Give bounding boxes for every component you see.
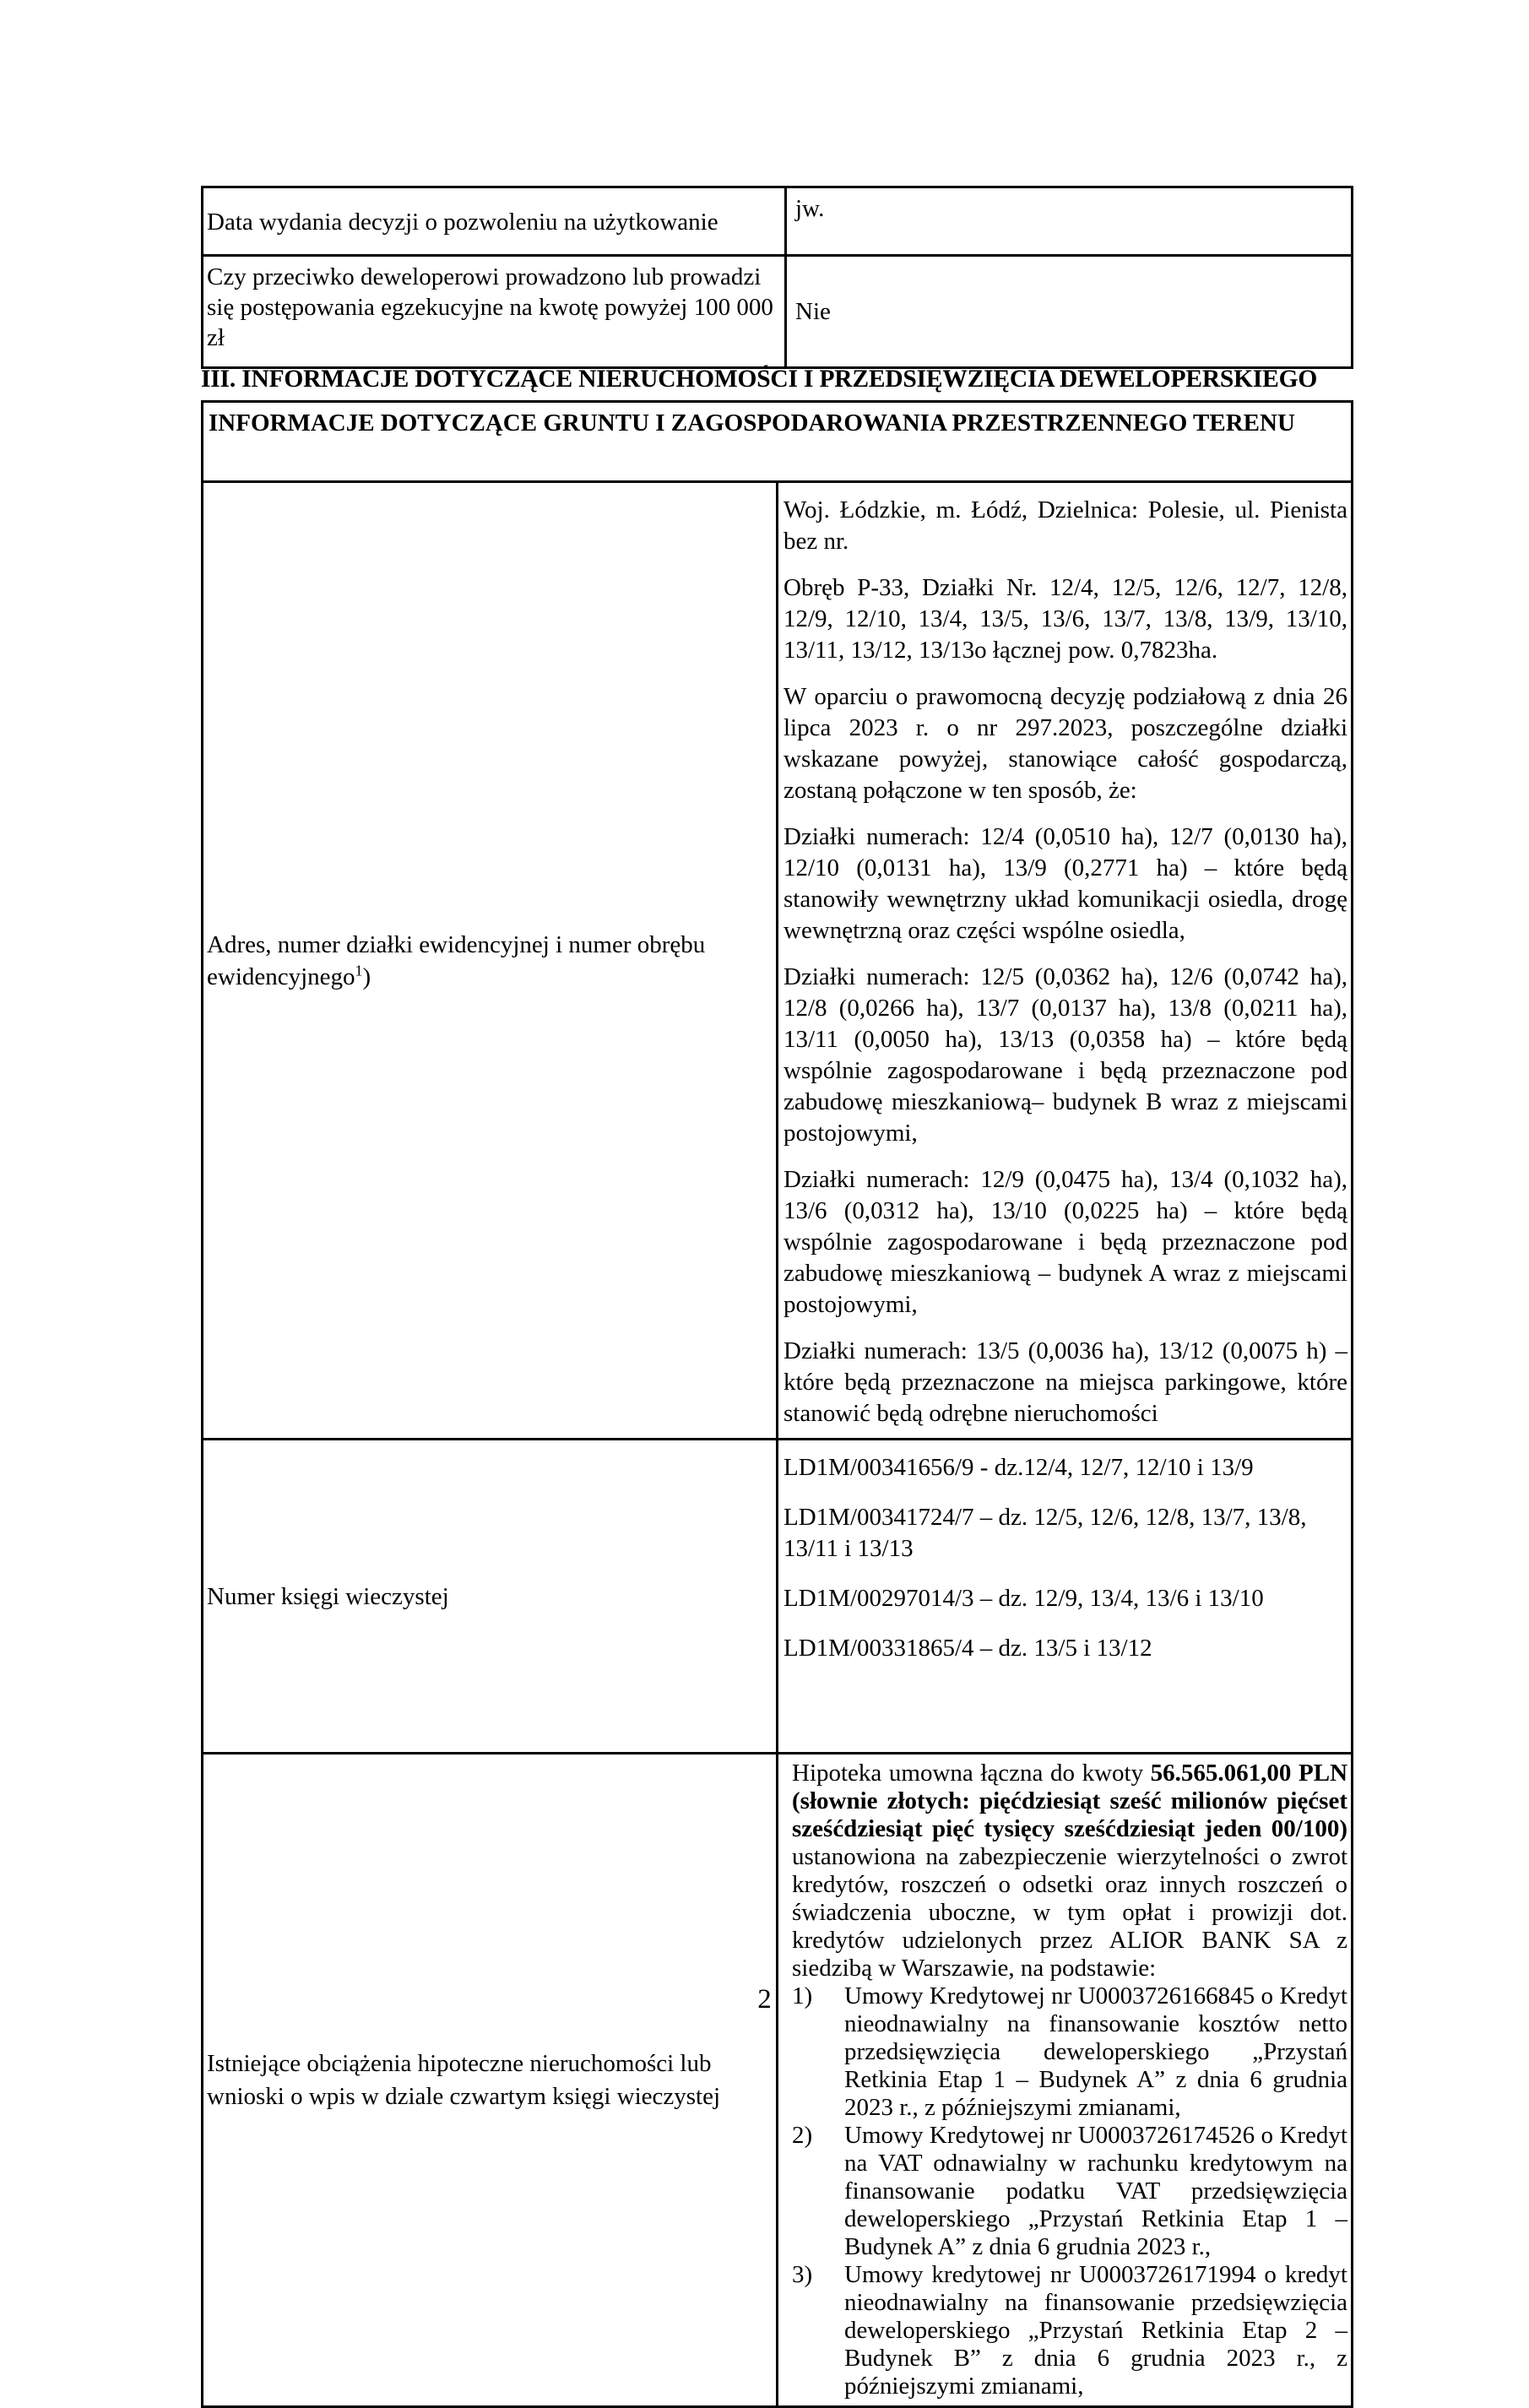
mortgage-intro-suffix: ustanowiona na zabezpieczenie wierzytelności o zwrot kredytów, roszczeń o odsetki oraz innych roszczeń o świadczenia uboczne, w tym opłat i prowizji dot. kredytów udzielonych przez ALIOR BANK SA z siedzibą w Warszawie, na podstawie:	[792, 1843, 1347, 1982]
mortgage-amount: 56.565.061,00 PLN (słownie złotych: pięćdziesiąt sześć milionów pięćset sześćdziesiąt pięć tysięcy sześćdziesiąt jeden 00/100)	[792, 1760, 1348, 1842]
land-table-header: INFORMACJE DOTYCZĄCE GRUNTU I ZAGOSPODAROWANIA PRZESTRZENNEGO TERENU	[203, 402, 1353, 482]
list-item-text: Umowy kredytowej nr U0003726171994 o kredyt nieodnawialny na finansowanie przedsięwzięcia deweloperskiego „Przystań Retkinia Etap 2 – Budynek B” z dnia 6 grudnia 2023 r., z późniejszymi zmianami,	[844, 2261, 1347, 2400]
list-item	[792, 2261, 1347, 2400]
address-paragraph: Działki numerach: 12/9 (0,0475 ha), 13/4 (0,1032 ha), 13/6 (0,0312 ha), 13/10 (0,0225 ha) – które będą wspólnie zagospodarowane i będą przeznaczone pod zabudowę mieszkaniową – budynek A wraz z miejscami postojowymi,	[783, 1166, 1347, 1318]
footnote-ref: 1	[355, 961, 363, 979]
address-paragraph: Działki numerach: 13/5 (0,0036 ha), 13/12 (0,0075 h) – które będą przeznaczone na miejsca parkingowe, które stanowić będą odrębne nieruchomości	[783, 1337, 1347, 1427]
land-register-content	[778, 1440, 1353, 1754]
address-paragraph: Działki numerach: 12/5 (0,0362 ha), 12/6 (0,0742 ha), 12/8 (0,0266 ha), 13/7 (0,0137 ha), 13/8 (0,0211 ha), 13/11 (0,0050 ha), 13/13 (0,0358 ha) – które będą wspólnie zagospodarowane i będą przeznaczone pod zabudowę mieszkaniową– budynek B wraz z miejscami postojowymi,	[783, 963, 1347, 1147]
page-number: 2	[757, 1984, 772, 2015]
land-register-entry: LD1M/00331865/4 – dz. 13/5 i 13/12	[783, 1635, 1152, 1662]
land-register-entry: LD1M/00341656/9 - dz.12/4, 12/7, 12/10 i 13/9	[783, 1454, 1254, 1481]
address-label-suffix: )	[362, 963, 371, 990]
list-item-text: Umowy Kredytowej nr U0003726174526 o Kredyt na VAT odnawialny w rachunku kredytowym na finansowanie podatku VAT przedsięwzięcia deweloperskiego „Przystań Retkinia Etap 1 – Budynek A” z dnia 6 grudnia 2023 r.,	[844, 2122, 1347, 2260]
mortgage-intro	[792, 1760, 1347, 1982]
enforcement-proceedings-label: Czy przeciwko deweloperowi prowadzono lub prowadzi się postępowania egzekucyjne na kwotę powyżej 100 000 zł	[203, 256, 786, 368]
list-item-number: 3)	[792, 2261, 813, 2288]
occupancy-permit-date-value: jw.	[786, 187, 1353, 256]
address-paragraph: Obręb P-33, Działki Nr. 12/4, 12/5, 12/6, 12/7, 12/8, 12/9, 12/10, 13/4, 13/5, 13/6, 13/7, 13/8, 13/9, 13/10, 13/11, 13/12, 13/13o łącznej pow. 0,7823ha.	[783, 574, 1347, 664]
land-register-label: Numer księgi wieczystej	[203, 1440, 778, 1754]
table-row	[203, 187, 1353, 256]
occupancy-permit-date-label: Data wydania decyzji o pozwoleniu na użytkowanie	[203, 187, 786, 256]
address-content	[778, 482, 1353, 1440]
land-register-entry: LD1M/00297014/3 – dz. 12/9, 13/4, 13/6 i 13/10	[783, 1585, 1264, 1612]
list-item-number: 1)	[792, 1982, 813, 2009]
land-info-table	[201, 400, 1353, 2408]
address-label-text: Adres, numer działki ewidencyjnej i numer obrębu ewidencyjnego	[207, 930, 706, 990]
land-register-entry: LD1M/00341724/7 – dz. 12/5, 12/6, 12/8, 13/7, 13/8, 13/11 i 13/13	[783, 1504, 1307, 1562]
table-row	[203, 1440, 1353, 1754]
mortgage-label: Istniejące obciążenia hipoteczne nieruchomości lub wnioski o wpis w dziale czwartym księgi wieczystej	[203, 1754, 778, 2407]
credit-agreements-list	[792, 1982, 1347, 2400]
address-paragraph: Działki numerach: 12/4 (0,0510 ha), 12/7 (0,0130 ha), 12/10 (0,0131 ha), 13/9 (0,2771 ha) – które będą stanowiły wewnętrzny układ komunikacji osiedla, drogę wewnętrzną oraz części wspólne osiedla,	[783, 823, 1347, 944]
table-row	[203, 482, 1353, 1440]
address-paragraph: W oparciu o prawomocną decyzję podziałową z dnia 26 lipca 2023 r. o nr 297.2023, poszczególne działki wskazane powyżej, stanowiące całość gospodarczą, zostaną połączone w ten sposób, że:	[783, 683, 1347, 804]
address-paragraph: Woj. Łódzkie, m. Łódź, Dzielnica: Polesie, ul. Pienista bez nr.	[783, 496, 1347, 555]
list-item-number: 2)	[792, 2122, 813, 2149]
section-title: III. INFORMACJE DOTYCZĄCE NIERUCHOMOŚCI I PRZEDSIĘWZIĘCIA DEWELOPERSKIEGO	[201, 366, 1318, 393]
developer-info-table	[201, 186, 1353, 369]
mortgage-intro-prefix: Hipoteka umowna łączna do kwoty	[792, 1760, 1151, 1787]
list-item-text: Umowy Kredytowej nr U0003726166845 o Kredyt nieodnawialny na finansowanie kosztów netto przedsięwzięcia deweloperskiego „Przystań Retkinia Etap 1 – Budynek A” z dnia 6 grudnia 2023 r., z późniejszymi zmianami,	[844, 1982, 1347, 2121]
mortgage-content	[778, 1754, 1353, 2407]
enforcement-proceedings-value: Nie	[786, 256, 1353, 368]
address-label	[203, 482, 778, 1440]
table-header-row	[203, 402, 1353, 482]
list-item	[792, 2122, 1347, 2261]
table-row	[203, 1754, 1353, 2407]
table-row	[203, 256, 1353, 368]
